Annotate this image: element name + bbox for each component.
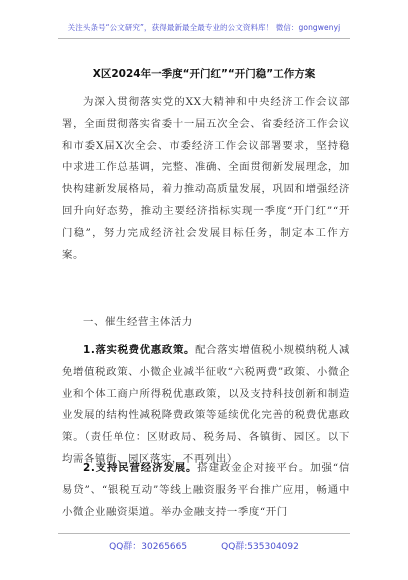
footer-divider bbox=[58, 533, 350, 534]
list-item bbox=[62, 458, 350, 523]
item-text: 配合落实增值税小规模纳税人减免增值税政策、小微企业减半征收“六税两费”政策、小微企业和个体工商户所得税优惠政策，以及支持科技创新和制造业发展的结构性减税降费政策等延续优化完善的税费优惠政策。（责任单位：区财政局、税务局、各镇街、园区。以下均需各镇街、园区落实，不再列出） bbox=[62, 344, 350, 465]
footer bbox=[0, 539, 408, 552]
item-lead: 1.落实税费优惠政策。 bbox=[83, 344, 196, 356]
footer-qq-group-1: QQ群：30265665 bbox=[109, 542, 188, 552]
section-heading: 一、催生经营主体活力 bbox=[83, 316, 193, 328]
list-item bbox=[62, 340, 350, 471]
item-text: 搭建政金企对接平台。加强“信易贷”、“银税互动”等线上融资服务平台推广应用，畅通中小微企业融资渠道。举办金融支持一季度“开门 bbox=[62, 462, 350, 518]
footer-qq-group-2: QQ群:535304092 bbox=[221, 542, 299, 552]
header-divider bbox=[58, 38, 350, 39]
item-lead: 2.支持民营经济发展。 bbox=[83, 462, 198, 474]
header-notice: 关注头条号“公文研究”，获得最新最全最专业的公文资料库！ 微信：gongwenyj bbox=[67, 23, 341, 32]
document-title: X区2024年一季度“开门红”“开门稳”工作方案 bbox=[92, 68, 316, 80]
intro-paragraph: 为深入贯彻落实党的XX大精神和中央经济工作会议部署，全面贯彻落实省委十一届五次全会、省委经济工作会议和市委X届X次全会、市委经济工作会议部署要求，坚持稳中求进工作总基调，完整、准确、全面贯彻新发展理念，加快构建新发展格局，着力推动高质量发展，巩固和增强经济回升向好态势，推动主要经济指标实现一季度“开门红”“开门稳”，努力完成经济社会发展目标任务，制定本工作方案。 bbox=[62, 96, 350, 261]
